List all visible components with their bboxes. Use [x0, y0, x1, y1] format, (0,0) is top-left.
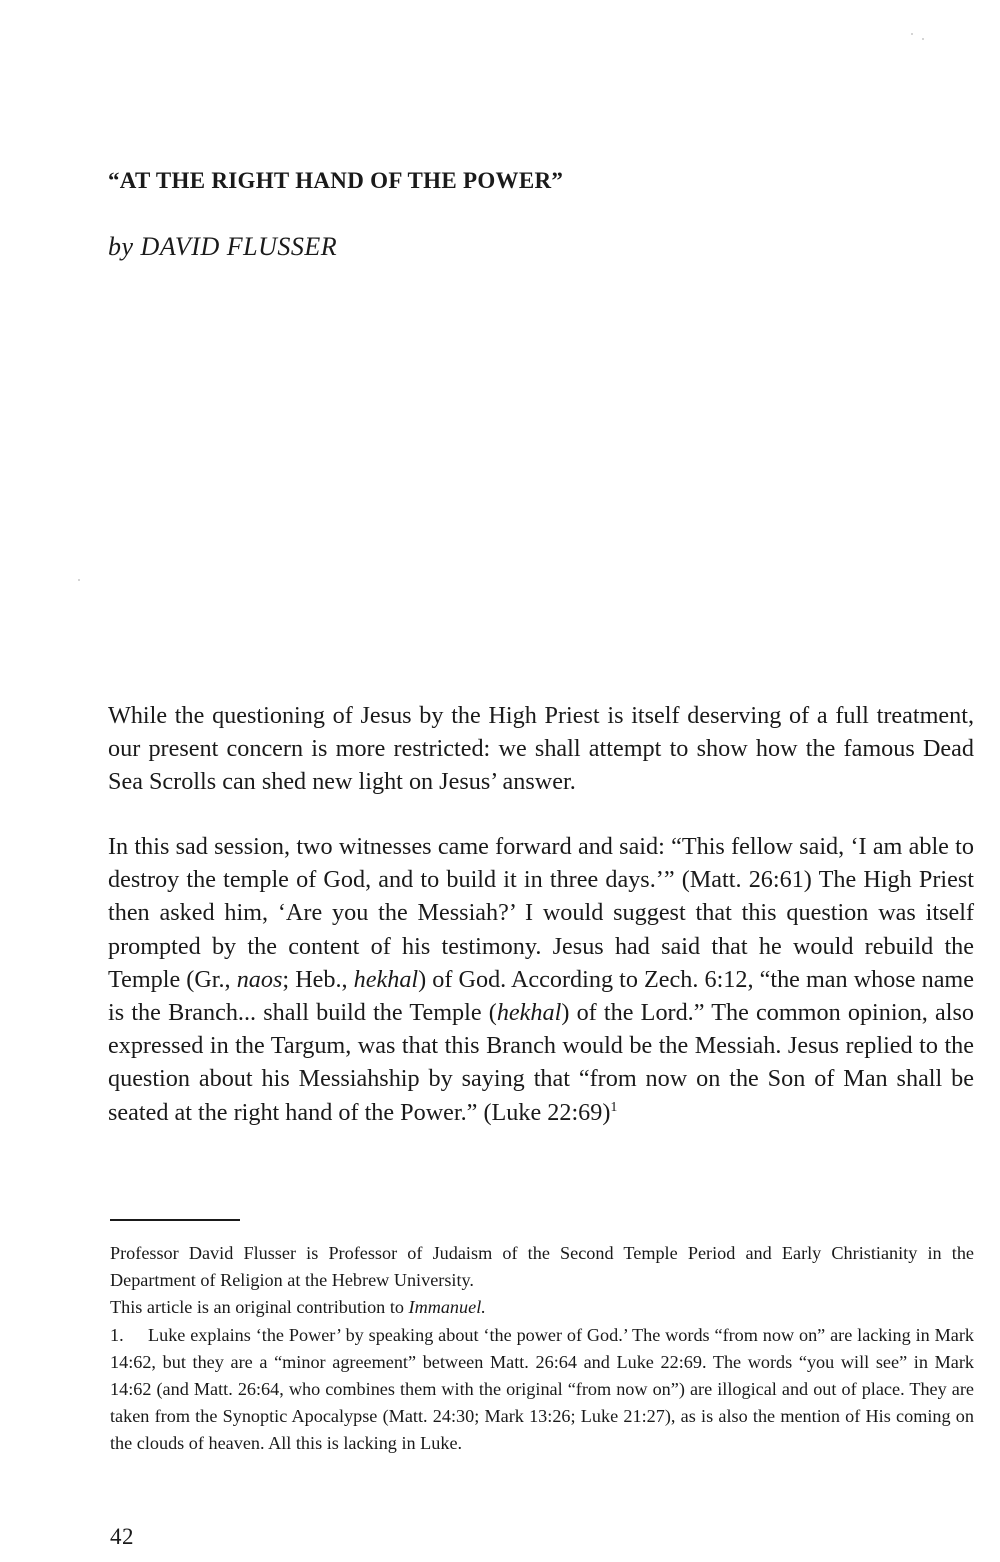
author-name: DAVID FLUSSER: [140, 232, 338, 261]
footnote-reference: 1: [610, 1099, 618, 1115]
footnote-1: [110, 1322, 974, 1458]
journal-name: Immanuel.: [408, 1297, 486, 1318]
byline: [108, 232, 337, 262]
scan-speck: [78, 579, 80, 581]
article-title: “AT THE RIGHT HAND OF THE POWER”: [108, 168, 564, 193]
scan-speck: [911, 33, 913, 35]
scan-speck: [922, 38, 924, 40]
footnotes: [110, 1240, 974, 1458]
paragraph-text: In this sad session, two witnesses came forward and said: “This fellow said, ‘I am able to destroy the temple of God, and to build it in three days.’” (Matt. 26:61) The High Priest then asked him, ‘Are you the Messiah?’ I would suggest that this question was itself prompted by the content of his testimony. Jesus had said that he would rebuild the Temple (Gr.,: [108, 833, 974, 993]
emphasis-naos: naos: [236, 965, 283, 993]
body-paragraph-1: While the questioning of Jesus by the High Priest is itself deserving of a full treatment, our present concern is more restricted: we shall attempt to show how the famous Dead Sea Scrolls can shed new light on Jesus’ answer.: [108, 702, 974, 796]
footnote-text: Luke explains ‘the Power’ by speaking about ‘the power of God.’ The words “from now on” are lacking in Mark 14:62, but they are a “minor agreement” between Matt. 26:64 and Luke 22:69. The words “you will see” in Mark 14:62 (and Matt. 26:64, who combines them with the original “from now on”) are illogical and out of place. They are taken from the Synoptic Apocalypse (Matt. 24:30; Mark 13:26; Luke 21:27), as is also the mention of His coming on the clouds of heaven. All this is lacking in Luke.: [110, 1324, 974, 1454]
paragraph-text: ) of the Lord.” The common opinion, also expressed in the Targum, was that this Branch would be the Messiah. Jesus replied to the question about his Messiahship by saying that “from now on the Son of Man shall be seated at the right hand of the Power.” (Luke 22:69): [108, 999, 974, 1126]
byline-prefix: by: [108, 232, 134, 261]
footnote-separator: [110, 1219, 240, 1221]
footnote-number: 1.: [110, 1324, 124, 1345]
paragraph-text: ) of God. According to Zech. 6:12, “the man whose name is the Branch... shall build the Temple (: [108, 965, 974, 1027]
author-note: Professor David Flusser is Professor of Judaism of the Second Temple Period and Early Christianity in the Department of Religion at the Hebrew University.: [110, 1243, 974, 1291]
emphasis-hekhal: hekhal: [496, 999, 562, 1027]
page-number: 42: [110, 1524, 134, 1549]
body-paragraph-2: [108, 830, 974, 1129]
emphasis-hekhal: hekhal: [353, 965, 419, 993]
contribution-note: [110, 1294, 974, 1321]
paragraph-text: ; Heb.,: [282, 965, 354, 993]
contribution-text: This article is an original contribution to: [110, 1297, 409, 1318]
